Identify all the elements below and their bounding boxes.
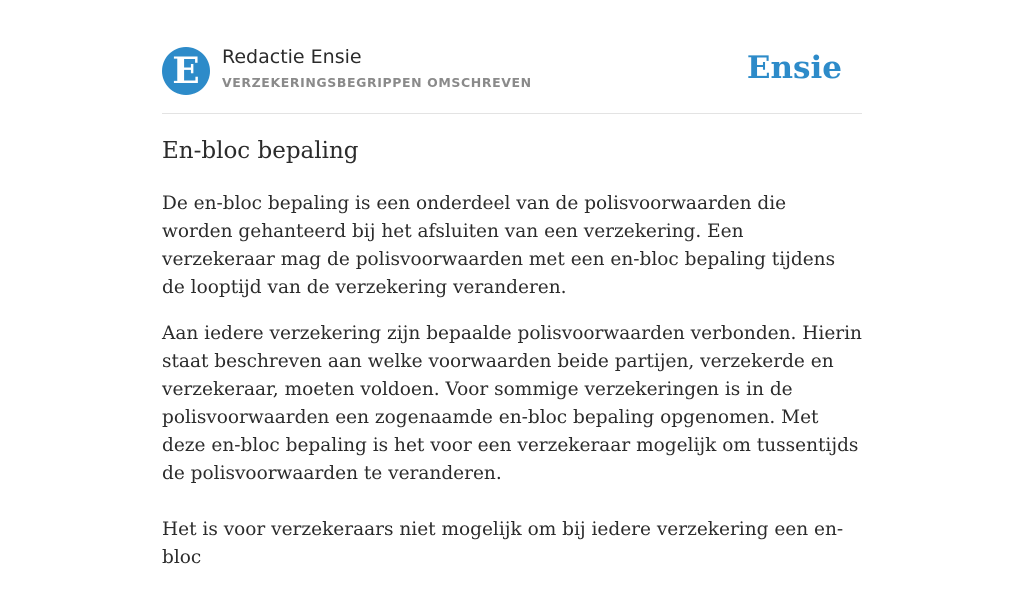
author-name[interactable]: Redactie Ensie	[222, 46, 362, 68]
author-subtitle: VERZEKERINGSBEGRIPPEN OMSCHREVEN	[222, 75, 532, 90]
brand-logo[interactable]: Ensie	[746, 50, 842, 86]
article-header	[162, 0, 862, 114]
author-avatar[interactable]: E	[162, 47, 210, 95]
paragraph: De en-bloc bepaling is een onderdeel van de polisvoorwaarden die worden gehanteerd bij het afsluiten van een verzekering. Een verzekeraar mag de polisvoorwaarden met een en-bloc bepaling tijdens de looptijd van de verzekering veranderen.	[162, 193, 836, 298]
article-body	[162, 190, 862, 590]
paragraph: Aan iedere verzekering zijn bepaalde polisvoorwaarden verbonden. Hierin staat beschreven aan welke voorwaarden beide partijen, verzekerde en verzekeraar, moeten voldoen. Voor sommige verzekeringen is in de polisvoorwaarden een zogenaamde en-bloc bepaling opgenomen. Met deze en-bloc bepaling is het voor een verzekeraar mogelijk om tussentijds de polisvoorwaarden te veranderen.	[162, 323, 862, 484]
page-title: En-bloc bepaling	[162, 138, 359, 164]
paragraph: Het is voor verzekeraars niet mogelijk om bij iedere verzekering een en-bloc	[162, 519, 844, 568]
article-container	[162, 0, 862, 568]
